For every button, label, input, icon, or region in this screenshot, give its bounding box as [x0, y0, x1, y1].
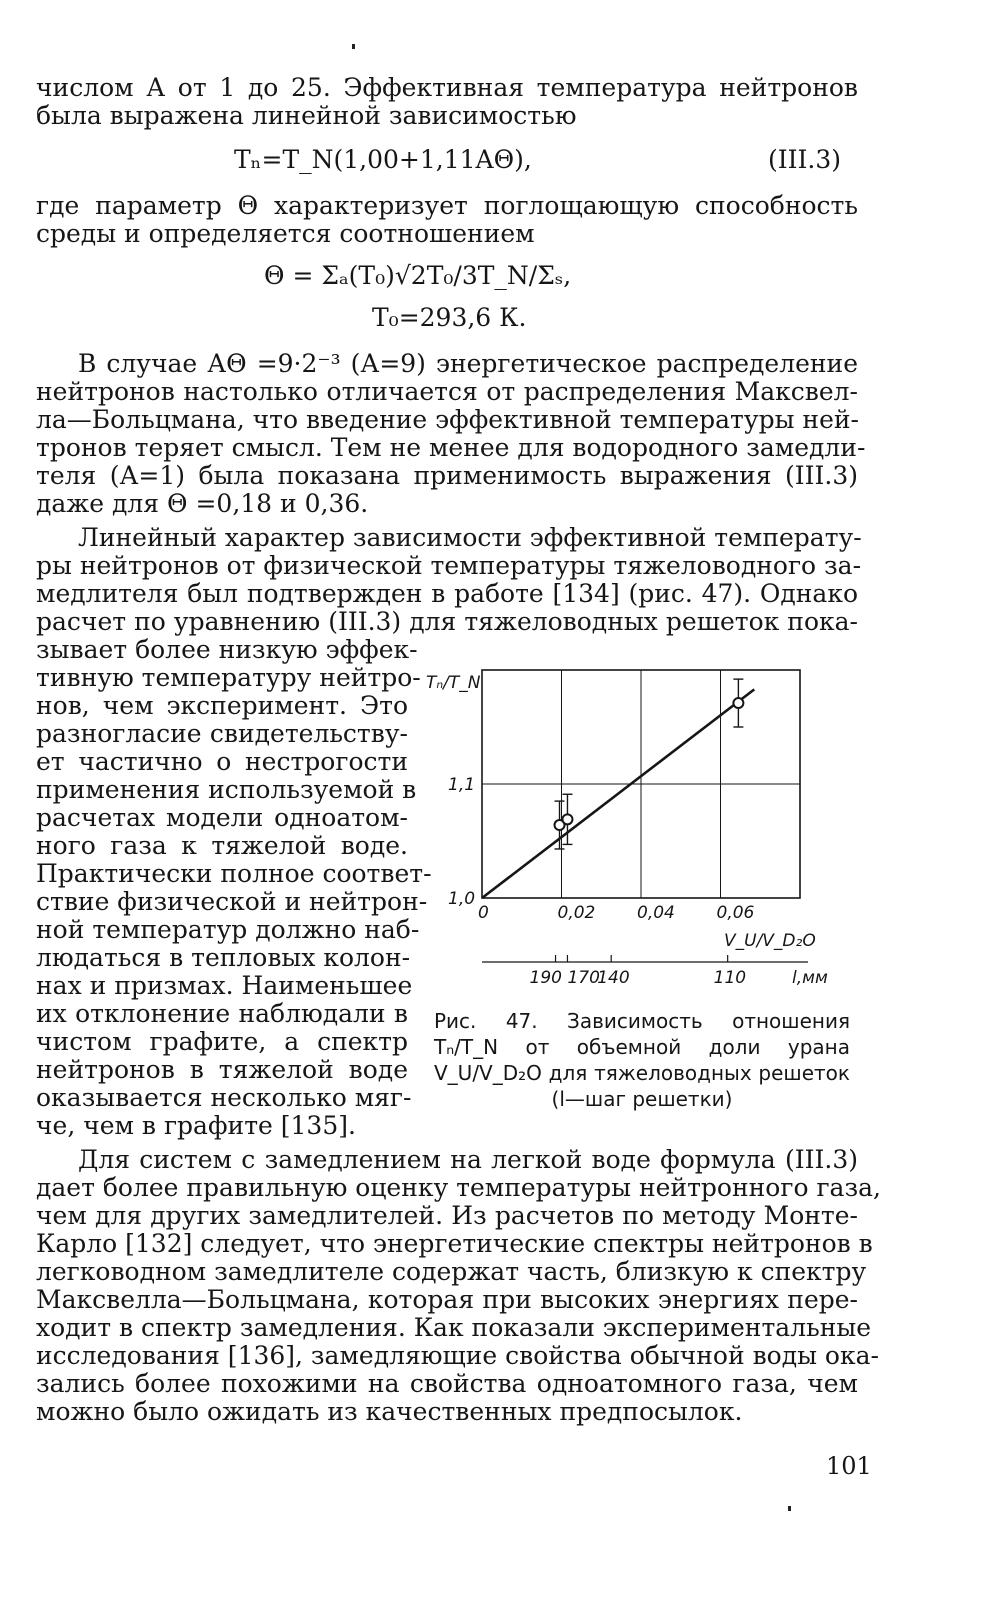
secondary-axis: [482, 955, 828, 988]
y-axis-title: Tₙ/T_N: [426, 673, 481, 693]
text-line: тивную температуру нейтро-: [36, 663, 421, 692]
data-points: [555, 679, 744, 849]
text-line: разногласие свидетельству-: [36, 719, 408, 748]
x-tick-label: 0,06: [716, 903, 755, 923]
text-line: их отклонение наблюдали в: [36, 999, 408, 1028]
text-line: нейтронов настолько отличается от распределения Максвел-: [36, 377, 858, 406]
text-line: че, чем в графите [135].: [36, 1111, 356, 1140]
text-line: ла—Больцмана, что введение эффективной температуры ней-: [36, 405, 859, 434]
text-line: Линейный характер зависимости эффективной температу-: [78, 523, 862, 552]
text-line: ет частично о нестрогости: [36, 747, 408, 776]
text-line: нах и призмах. Наименьшее: [36, 971, 413, 1000]
data-point: [733, 698, 743, 708]
text-line: где параметр Θ характеризует поглощающую способность: [36, 191, 858, 220]
secondary-tick-label: 170: [567, 968, 600, 988]
figure-caption-line: (l—шаг решетки): [551, 1087, 733, 1111]
text-line: исследования [136], замедляющие свойства обычной воды ока-: [36, 1341, 879, 1370]
text-line: расчет по уравнению (III.3) для тяжеловодных решеток пока-: [36, 607, 858, 636]
formula-theta: Θ = Σₐ(T₀)√2T₀/3T_N/Σₛ,: [264, 261, 572, 290]
text-line: даже для Θ =0,18 и 0,36.: [36, 489, 369, 518]
text-line: Для систем с замедлением на легкой воде формула (III.3): [78, 1145, 858, 1174]
text-line: Практически полное соответ-: [36, 859, 432, 888]
text-line: применения используемой в: [36, 775, 417, 804]
figure-caption-line: Рис. 47. Зависимость отношения: [434, 1009, 850, 1033]
text-line: ствие физической и нейтрон-: [36, 887, 428, 916]
text-line: В случае АΘ =9·2⁻³ (А=9) энергетическое распределение: [78, 349, 858, 378]
text-line: Карло [132] следует, что энергетические спектры нейтронов в: [36, 1229, 873, 1258]
fit-line: [482, 689, 754, 898]
data-point: [562, 814, 572, 824]
secondary-axis-title: l,мм: [792, 968, 828, 988]
text-line: была выражена линейной зависимостью: [36, 101, 577, 130]
text-line: теля (А=1) была показана применимость выражения (III.3): [36, 461, 858, 490]
secondary-tick-label: 140: [597, 968, 630, 988]
text-line: ной температур должно наб-: [36, 915, 420, 944]
secondary-tick-label: 190: [529, 968, 562, 988]
text-line: дает более правильную оценку температуры нейтронного газа,: [36, 1173, 881, 1202]
secondary-tick-label: 110: [713, 968, 747, 988]
text-line: зывает более низкую эффек-: [36, 635, 418, 664]
y-tick-label: 1,1: [448, 775, 476, 795]
figure-47-chart: [420, 660, 860, 1000]
text-line: зались более похожими на свойства одноатомного газа, чем: [36, 1369, 858, 1398]
text-line: оказывается несколько мяг-: [36, 1083, 412, 1112]
x-tick-label: 0,04: [637, 903, 675, 923]
text-line: чистом графите, а спектр: [36, 1027, 408, 1056]
stray-mark: [352, 44, 355, 49]
x-axis-title: V_U/V_D₂O: [724, 931, 816, 951]
x-tick-label: 0,02: [557, 903, 596, 923]
text-line: тронов теряет смысл. Тем не менее для водородного замедли-: [36, 433, 866, 462]
text-line: Максвелла—Больцмана, которая при высоких энергиях пере-: [36, 1285, 858, 1314]
text-line: ры нейтронов от физической температуры тяжеловодного за-: [36, 551, 862, 580]
text-line: людаться в тепловых колон-: [36, 943, 411, 972]
text-line: ного газа к тяжелой воде.: [36, 831, 408, 860]
stray-mark: [788, 1506, 791, 1511]
text-line: ходит в спектр замедления. Как показали экспериментальные: [36, 1313, 872, 1342]
text-line: нов, чем эксперимент. Это: [36, 691, 408, 720]
fit-line-group: [482, 689, 754, 898]
x-tick-label: 0: [478, 903, 489, 923]
page-number: 101: [826, 1452, 872, 1480]
text-line: можно было ожидать из качественных предпосылок.: [36, 1397, 743, 1426]
text-line: числом А от 1 до 25. Эффективная температура нейтронов: [36, 73, 858, 102]
formula-t0: T₀=293,6 К.: [372, 303, 527, 332]
text-line: расчетах модели одноатом-: [36, 803, 408, 832]
equation-number: (III.3): [768, 145, 841, 174]
text-line: чем для других замедлителей. Из расчетов по методу Монте-: [36, 1201, 858, 1230]
y-tick-label: 1,0: [448, 889, 476, 909]
formula-iii3: Tₙ=T_N(1,00+1,11AΘ),: [234, 145, 532, 174]
figure-caption-line: Tₙ/T_N от объемной доли урана: [434, 1035, 850, 1059]
text-line: легководном замедлителе содержат часть, близкую к спектру: [36, 1257, 867, 1286]
text-line: нейтронов в тяжелой воде: [36, 1055, 408, 1084]
figure-caption-line: V_U/V_D₂O для тяжеловодных решеток: [434, 1061, 850, 1085]
text-line: медлителя был подтвержден в работе [134] (рис. 47). Однако: [36, 579, 858, 608]
text-line: среды и определяется соотношением: [36, 219, 535, 248]
